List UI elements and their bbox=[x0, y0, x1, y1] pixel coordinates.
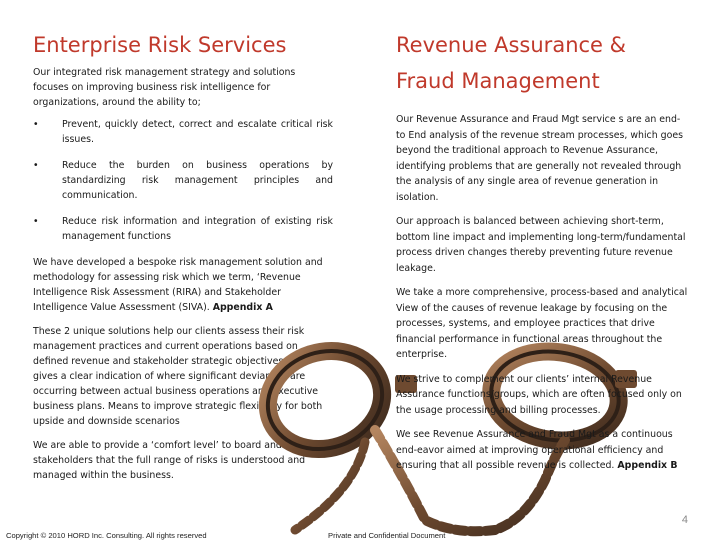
bullet-item bbox=[33, 214, 333, 244]
right-paragraph-complement: We strive to complement our clients’ internal Revenue Assurance functions/groups, which are often focused only on the usage processing and billing processes. bbox=[396, 373, 682, 416]
bullet-text: Reduce the burden on business operations by standardizing risk management principles and communication. bbox=[62, 160, 333, 201]
right-paragraph-continuous bbox=[396, 427, 688, 474]
right-column bbox=[396, 112, 688, 483]
right-title-line1: Revenue Assurance & bbox=[396, 33, 627, 57]
bullet-item bbox=[33, 158, 333, 203]
bullet-marker: • bbox=[33, 160, 39, 171]
left-paragraph-solutions: These 2 unique solutions help our clients assess their risk management practices and current operations based on defined revenue and stakeholder strategic objectives. This gives a clear indication of where significant deviances are occurring between actual business operations and executive business plans. Means to improve strategic flexibility for both upside and downside scenarios bbox=[33, 326, 323, 427]
bullet-marker: • bbox=[33, 119, 39, 130]
left-title: Enterprise Risk Services bbox=[33, 33, 287, 57]
bullet-item bbox=[33, 117, 333, 147]
bullet-text: Prevent, quickly detect, correct and escalate critical risk issues. bbox=[62, 119, 333, 145]
right-paragraph-approach: Our approach is balanced between achieving short-term, bottom line impact and implementing long-term/fundamental process driven changes thereby preventing future revenue leakage. bbox=[396, 216, 686, 274]
appendix-b-link[interactable]: Appendix B bbox=[617, 460, 678, 471]
appendix-a-link[interactable]: Appendix A bbox=[212, 302, 273, 313]
left-bullet-list bbox=[33, 117, 333, 244]
left-paragraph-comfort: We are able to provide a ‘comfort level’ to board and other key stakeholders that the full range of risks is understood and managed within the business. bbox=[33, 440, 330, 481]
left-paragraph-rira bbox=[33, 255, 333, 315]
left-intro: Our integrated risk management strategy and solutions focuses on improving business risk intelligence for organizations, around the ability to; bbox=[33, 67, 296, 108]
footer-copyright: Copyright © 2010 HORD Inc. Consulting. All rights reserved bbox=[6, 531, 207, 540]
right-title-line2: Fraud Management bbox=[396, 69, 600, 93]
bullet-marker: • bbox=[33, 216, 39, 227]
bullet-text: Reduce risk information and integration of existing risk management functions bbox=[62, 216, 333, 242]
left-paragraph-rira-text: We have developed a bespoke risk management solution and methodology for assessing risk which we term, ‘Revenue Intelligence Risk Assessment (RIRA) and Stakeholder Intelligence Value Assessment (SIVA). bbox=[33, 257, 323, 313]
right-paragraph-continuous-text: We see Revenue Assurance and Fraud Mgt as a continuous end-eavor aimed at improving operational efficiency and ensuring that all possible revenue is collected. bbox=[396, 429, 673, 471]
footer-confidential: Private and Confidential Document bbox=[328, 531, 446, 540]
page-number: 4 bbox=[681, 514, 688, 526]
right-paragraph-overview: Our Revenue Assurance and Fraud Mgt service s are an end-to End analysis of the revenue stream processes, which goes beyond the traditional approach to Revenue Assurance, identifying problems that are generally not revealed through the analysis of any single area of revenue generation in isolation. bbox=[396, 114, 683, 203]
right-paragraph-comprehensive: We take a more comprehensive, process-based and analytical View of the causes of revenue leakage by focusing on the processes, systems, and employee practices that drive financial performance in functional areas throughout the enterprise. bbox=[396, 287, 688, 360]
